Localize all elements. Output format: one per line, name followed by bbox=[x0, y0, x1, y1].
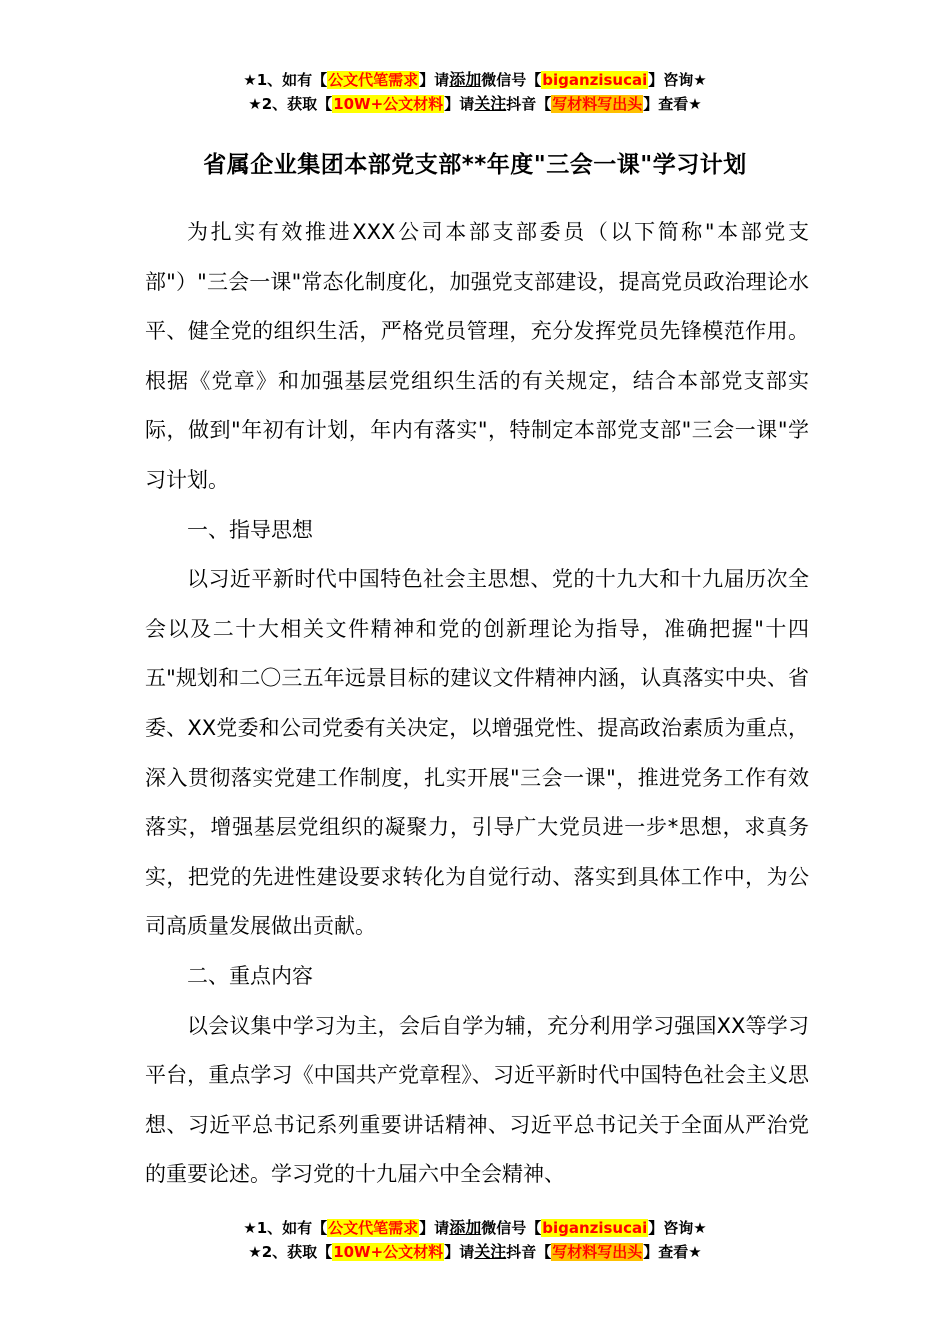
section-heading-guiding-ideology: 一、指导思想 bbox=[187, 517, 313, 542]
banner-text: 】请 bbox=[444, 1243, 475, 1261]
banner-highlight: 10W+公文材料 bbox=[333, 1243, 444, 1261]
banner-line-2 bbox=[0, 92, 950, 116]
header-banner bbox=[0, 68, 950, 116]
banner-text: 抖音【 bbox=[506, 1243, 552, 1261]
banner-text: 】咨询★ bbox=[648, 71, 707, 89]
banner-emphasis: 关注 bbox=[474, 94, 507, 113]
banner-text: ★2、获取【 bbox=[248, 95, 333, 113]
footer-banner bbox=[0, 1216, 950, 1264]
banner-highlight: 公文代笔需求 bbox=[328, 71, 419, 89]
banner-highlight: 写材料写出头 bbox=[552, 1243, 643, 1261]
banner-text: 】查看★ bbox=[643, 1243, 702, 1261]
banner-highlight: 写材料写出头 bbox=[552, 95, 643, 113]
paragraph-guiding-ideology: 以习近平新时代中国特色社会主思想、党的十九大和十九届历次全会以及二十大相关文件精神和党的创新理论为指导，准确把握"十四五"规划和二〇三五年远景目标的建议文件精神内涵，认真落实中央、省委、XX党委和公司党委有关决定，以增强党性、提高政治素质为重点，深入贯彻落实党建工作制度，扎实开展"三会一课"，推进党务工作有效落实，增强基层党组织的凝聚力，引导广大党员进一步*思想，求真务实，把党的先进性建设要求转化为自觉行动、落实到具体工作中，为公司高质量发展做出贡献。 bbox=[145, 567, 809, 939]
document-title: 省属企业集团本部党支部**年度"三会一课"学习计划 bbox=[203, 152, 747, 178]
banner-text: 】请 bbox=[444, 95, 475, 113]
banner-text: 】请 bbox=[419, 1219, 450, 1237]
banner-highlight: biganzisucai bbox=[542, 71, 648, 89]
banner-highlight: 10W+公文材料 bbox=[333, 95, 444, 113]
banner-line-1 bbox=[0, 1216, 950, 1240]
banner-text: 微信号【 bbox=[481, 71, 542, 89]
paragraph-key-content: 以会议集中学习为主，会后自学为辅，充分利用学习强国XX等学习平台，重点学习《中国共产党章程》、习近平新时代中国特色社会主义思想、习近平总书记系列重要讲话精神、习近平总书记关于全面从严治党的重要论述。学习党的十九届六中全会精神、 bbox=[145, 1013, 809, 1187]
banner-text: ★1、如有【 bbox=[243, 1219, 328, 1237]
banner-line-2 bbox=[0, 1240, 950, 1264]
banner-text: 】咨询★ bbox=[648, 1219, 707, 1237]
banner-text: 】查看★ bbox=[643, 95, 702, 113]
banner-highlight: 公文代笔需求 bbox=[328, 1219, 419, 1237]
banner-emphasis: 关注 bbox=[474, 1242, 507, 1261]
banner-text: ★2、获取【 bbox=[248, 1243, 333, 1261]
section-heading-key-content: 二、重点内容 bbox=[187, 963, 313, 988]
banner-text: 微信号【 bbox=[481, 1219, 542, 1237]
banner-text: ★1、如有【 bbox=[243, 71, 328, 89]
banner-text: 】请 bbox=[419, 71, 450, 89]
banner-highlight: biganzisucai bbox=[542, 1219, 648, 1237]
banner-text: 抖音【 bbox=[506, 95, 552, 113]
document-body bbox=[145, 208, 809, 1200]
banner-emphasis: 添加 bbox=[449, 70, 482, 89]
banner-emphasis: 添加 bbox=[449, 1218, 482, 1237]
paragraph-intro: 为扎实有效推进XXX公司本部支部委员（以下简称"本部党支部"）"三会一课"常态化制度化，加强党支部建设，提高党员政治理论水平、健全党的组织生活，严格党员管理，充分发挥党员先锋模范作用。根据《党章》和加强基层党组织生活的有关规定，结合本部党支部实际，做到"年初有计划，年内有落实"，特制定本部党支部"三会一课"学习计划。 bbox=[145, 220, 809, 492]
banner-line-1 bbox=[0, 68, 950, 92]
